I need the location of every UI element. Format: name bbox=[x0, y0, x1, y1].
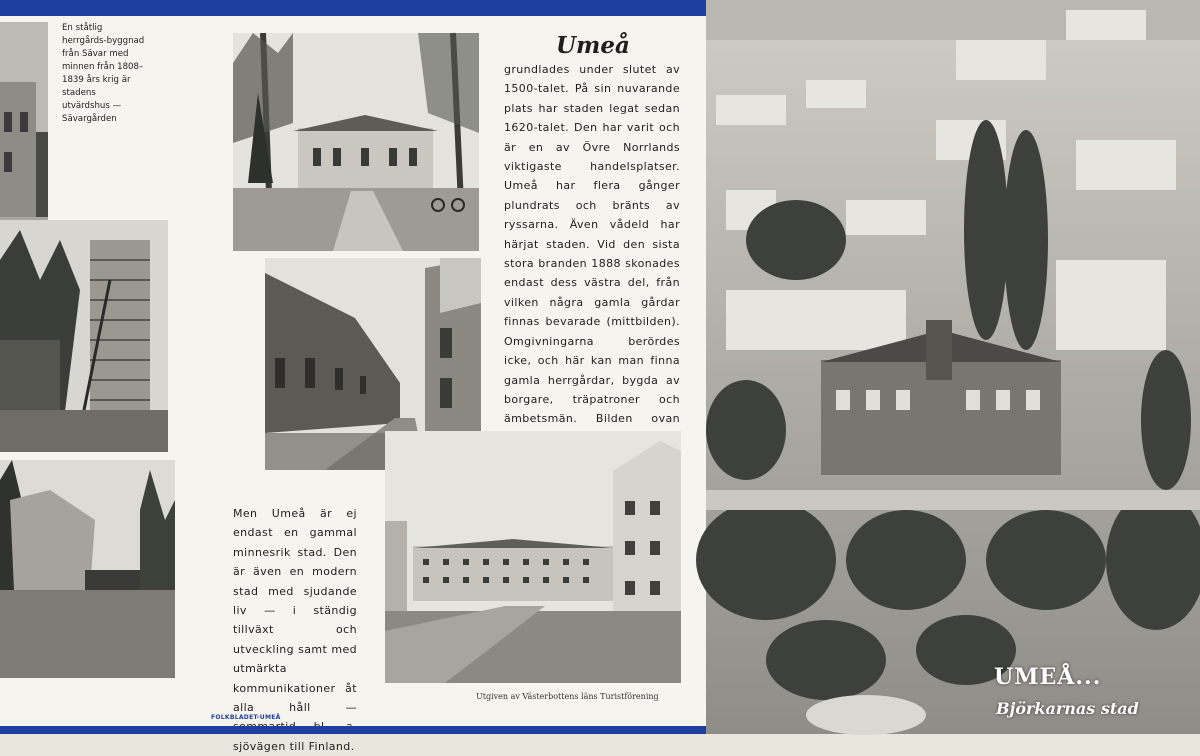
photo-aerial-umea bbox=[706, 0, 1200, 734]
photo-modern-apartments bbox=[385, 431, 681, 683]
photo-cottage bbox=[0, 460, 175, 678]
middle-blue-band-bottom bbox=[204, 726, 706, 734]
photo-log-building bbox=[0, 220, 168, 452]
middle-blue-band bbox=[204, 0, 706, 16]
modern-city-paragraph: Men Umeå är ej endast en gammal minnesrik stad. Den är även en modern stad med sjudande liv — i ständig tillväxt och utveckling samt med utmärkta kommunikationer åt alla håll — sjövägen till Finland. bbox=[233, 507, 357, 753]
left-panel bbox=[0, 0, 204, 734]
savargarden-caption: En ståtlig herrgårds-byggnad från Sävar med minnen från 1808–1839 års krig är stadens utvärdshus — Sävargården bbox=[62, 23, 145, 124]
middle-panel bbox=[204, 0, 706, 753]
left-blue-band bbox=[0, 0, 204, 16]
left-blue-band-bottom bbox=[0, 726, 204, 734]
aerial-overlay-subtitle: Björkarnas stad bbox=[996, 699, 1139, 718]
photo-baggbole-manor bbox=[233, 33, 479, 251]
aerial-overlay-title: UMEÅ... bbox=[994, 664, 1102, 690]
intro-paragraph: grundlades under slutet av 1500-talet. På sin nuvarande plats har staden legat sedan 1620-talet. Den har varit och är en av Övre Norrlands viktigaste handelsplatser. Umeå har flera gånger plundrats och bränts av ryssarna. Även vådeld har härjat staden. Vid den sista stora branden 1888 skonades endast dess västra del, från vilken några gamla gårdar finnas bevarade (mittbilden). Omgivningarna berördes icke, och här kan man finna gamla herrgårdar, bygda av borgare, träpatroner och ämbetsmän. Bilden ovan bbox=[504, 63, 680, 426]
publisher-line: Utgiven av Västerbottens läns Turistförening bbox=[476, 692, 659, 701]
page-title: Umeå bbox=[556, 32, 630, 59]
printer-mark: FOLKBLADET-UMEÅ bbox=[211, 714, 281, 721]
photo-savargarden bbox=[0, 22, 48, 246]
